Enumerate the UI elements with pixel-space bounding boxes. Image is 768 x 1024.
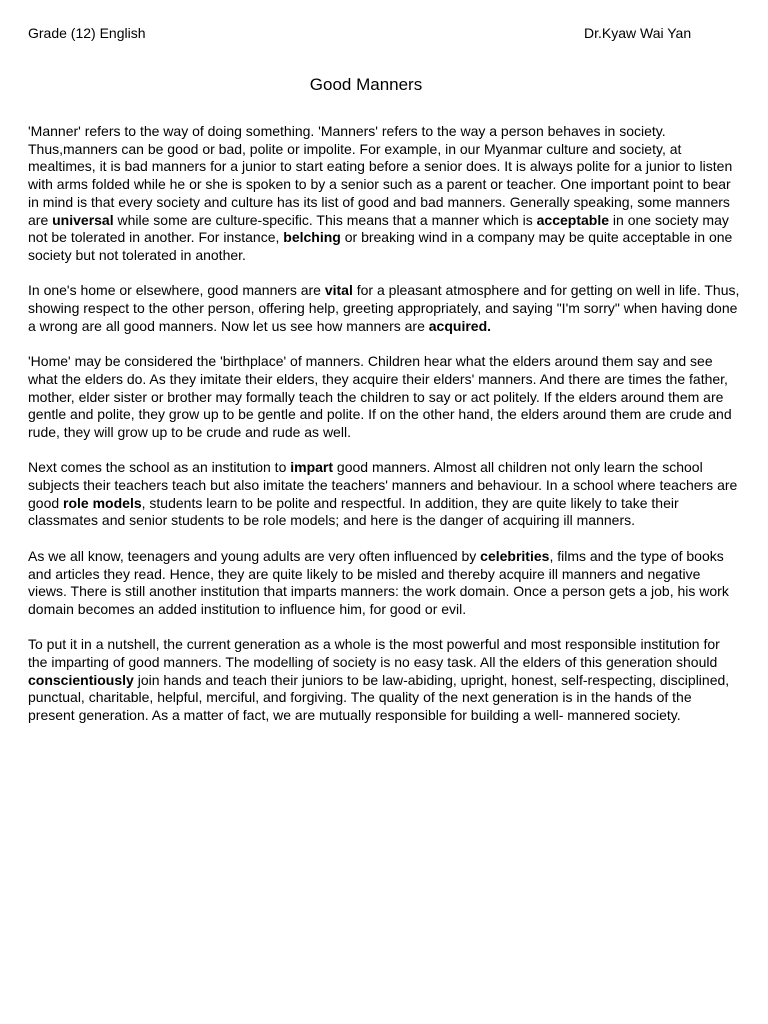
text-segment: good manners. Almost all children not only learn the school subjects their teachers teach but also imitate the teachers' manners and behaviour. In a school where teachers are good [28,459,738,511]
text-segment: for a pleasant atmosphere and for getting on well in life. Thus, showing respect to the other person, offering help, greeting appropriately, and saying "I'm sorry" when having done a wrong are all good manners. Now let us see how manners are [28,282,740,334]
text-segment: while some are culture-specific. This means that a manner which is [113,211,537,228]
header-author-label: Dr.Kyaw Wai Yan [584,25,692,41]
paragraph-6 [28,636,740,725]
paragraph-3 [28,353,740,442]
text-segment: To put it in a nutshell, the current generation as a whole is the most powerful and most responsible institution for the imparting of good manners. The modelling of society is no easy task. All the elders of this generation should [28,636,720,671]
text-segment: As we all know, teenagers and young adults are very often influenced by [28,547,481,564]
bold-term: role models [63,494,142,511]
bold-term: belching [283,229,341,246]
text-segment: , films and the type of books and articles they read. Hence, they are quite likely to be misled and thereby acquire ill manners and negative views. There is still another institution that imparts manners: the work domain. Once a person gets a job, his work domain becomes an added institution to influence him, for good or evil. [28,547,729,617]
paragraph-2 [28,282,740,335]
text-segment: 'Home' may be considered the 'birthplace' of manners. Children hear what the elders around them say and see what the elders do. As they imitate their elders, they acquire their elders' manners. And there are times the father, mother, elder sister or brother may formally teach the children to say or act politely. If the elders around them are gentle and polite, they grow up to be gentle and polite. If on the other hand, the elders around them are crude and rude, they will grow up to be crude and rude as well. [28,353,732,440]
text-segment: 'Manner' refers to the way of doing something. 'Manners' refers to the way a person behaves in society. Thus,manners can be good or bad, polite or impolite. For example, in our Myanmar culture and society, at mealtimes, it is bad manners for a junior to start eating before a senior does. It is always polite for a junior to listen with arms folded while he or she is spoken to by a senior such as a parent or teacher. One important point to bear in mind is that every society and culture has its list of good and bad manners. Generally speaking, some manners are [28,123,733,228]
document-title: Good Manners [309,75,423,94]
bold-term: acquired. [428,317,492,334]
paragraph-4 [28,459,740,530]
bold-term: acceptable [536,211,610,228]
bold-term: conscientiously [28,671,134,688]
paragraph-1 [28,123,740,265]
paragraph-5 [28,548,740,619]
bold-term: impart [290,459,334,476]
text-segment: Next comes the school as an institution to [28,459,291,476]
bold-term: celebrities [480,547,550,564]
text-segment: In one's home or elsewhere, good manners are [28,282,325,299]
text-segment: or breaking wind in a company may be quite acceptable in one society but not tolerated in another. [28,229,733,263]
text-segment: join hands and teach their juniors to be law-abiding, upright, honest, self-respecting, disciplined, punctual, charitable, helpful, merciful, and forgiving. The quality of the next generation is in the hands of the present generation. As a matter of fact, we are mutually responsible for building a well- mannered society. [28,671,730,724]
header-course-label: Grade (12) English [28,25,146,41]
document-body [28,123,740,743]
bold-term: universal [52,211,114,228]
text-segment: in one society may not be tolerated in another. For instance, [28,211,729,246]
text-segment: , students learn to be polite and respectful. In addition, they are quite likely to take their classmates and senior students to be role models; and here is the danger of acquiring ill manners. [28,494,679,529]
bold-term: vital [324,282,353,299]
